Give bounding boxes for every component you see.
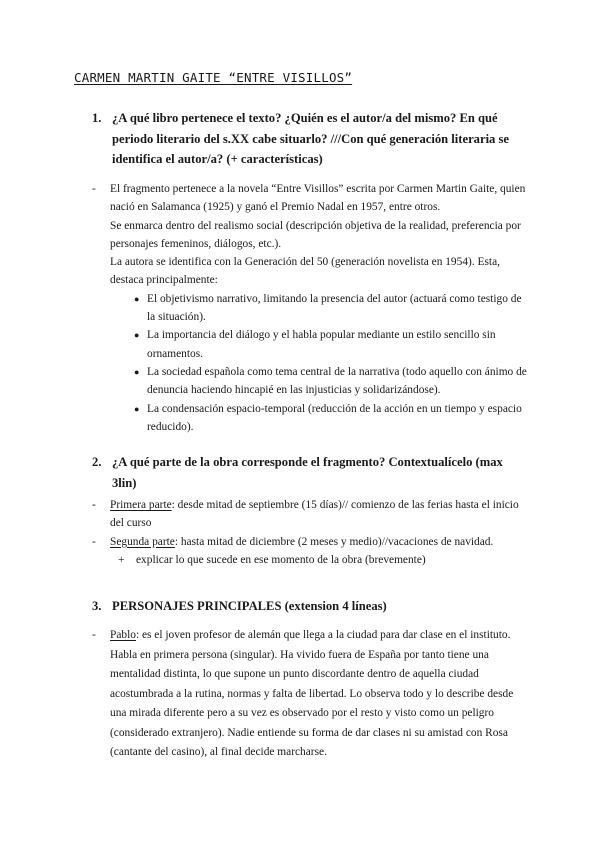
answer-2 xyxy=(92,496,532,569)
answer-paragraph: El fragmento pertenece a la novela “Entre Visillos” escrita por Carmen Martin Gaite, quien nació en Salamanca (1925) y ganó el Premio Nadal en 1957, entre otros. xyxy=(110,183,526,214)
dash-marker: - xyxy=(92,629,96,641)
question-2 xyxy=(92,452,522,493)
list-item xyxy=(92,496,532,533)
bullet-icon: ● xyxy=(134,403,140,414)
part-description: : desde mitad de septiembre (15 días)// comienzo de las ferias hasta el inicio del curso xyxy=(110,499,519,530)
character-description: : es el joven profesor de alemán que llega a la ciudad para dar clase en el instituto. Habla en primera persona (singular). Ha vivido fuera de España por tanto tiene una mentalidad distinta, lo que supone un punto discordante dentro de aquella ciudad acostumbrada a la rutina, normas y falta de libertad. Lo observa todo y lo describe desde una mirada diferente pero a su vez es observado por el resto y visto como un peligro (considerado extranjero). Nadie entiende su forma de dar clases ni su amistad con Rosa (cantante del casino), al final decide marcharse. xyxy=(110,629,514,758)
plus-icon: + xyxy=(118,553,125,566)
list-item: ● La sociedad española como tema central de la narrativa (todo aquello con ánimo de denuncia haciendo hincapié en las injusticias y solidarizándose). xyxy=(134,363,532,400)
dash-marker: - xyxy=(92,535,96,548)
list-item xyxy=(92,533,532,551)
sub-item-text: explicar lo que sucede en ese momento de la obra (brevemente) xyxy=(136,553,426,566)
answer-paragraph: La autora se identifica con la Generación del 50 (generación novelista en 1954). Esta, destaca principalmente: xyxy=(110,256,500,287)
characteristics-list xyxy=(110,290,532,436)
answer-paragraph: Se enmarca dentro del realismo social (descripción objetiva de la realidad, preferencia por personajes femeninos, diálogos, etc.). xyxy=(110,219,521,250)
sub-item xyxy=(92,551,532,569)
answer-3 xyxy=(92,626,532,763)
bullet-icon: ● xyxy=(134,330,140,341)
question-text: ¿A qué parte de la obra corresponde el fragmento? Contextualícelo (max 3lin) xyxy=(112,455,503,490)
question-text: PERSONAJES PRINCIPALES (extension 4 líneas) xyxy=(112,599,387,613)
question-3 xyxy=(92,596,522,617)
dash-marker: - xyxy=(92,499,96,511)
list-item: ● La importancia del diálogo y el habla popular mediante un estilo sencillo sin ornamentos. xyxy=(134,326,532,363)
bullet-icon: ● xyxy=(134,366,140,377)
part-label: Primera parte xyxy=(110,499,172,511)
bullet-icon: ● xyxy=(134,293,140,304)
question-number: 2. xyxy=(92,455,102,469)
answer-1 xyxy=(92,180,532,436)
question-1 xyxy=(92,108,522,170)
part-label: Segunda parte xyxy=(110,535,175,548)
list-item: ● La condensación espacio-temporal (reducción de la acción en un tiempo y espacio reducido). xyxy=(134,400,532,437)
part-description: : hasta mitad de diciembre (2 meses y medio)//vacaciones de navidad. xyxy=(174,535,494,548)
list-item: ● El objetivismo narrativo, limitando la presencia del autor (actuará como testigo de la situación). xyxy=(134,290,532,327)
question-text: ¿A qué libro pertenece el texto? ¿Quién es el autor/a del mismo? En qué periodo literario del s.XX cabe situarlo? ///Con qué generación literaria se identifica el autor/a? (+ características) xyxy=(112,111,509,166)
character-name: Pablo xyxy=(110,629,136,641)
question-number: 3. xyxy=(92,599,102,613)
dash-marker: - xyxy=(92,183,96,195)
document-title: CARMEN MARTIN GAITE “ENTRE VISILLOS” xyxy=(74,70,353,85)
question-number: 1. xyxy=(92,111,102,125)
